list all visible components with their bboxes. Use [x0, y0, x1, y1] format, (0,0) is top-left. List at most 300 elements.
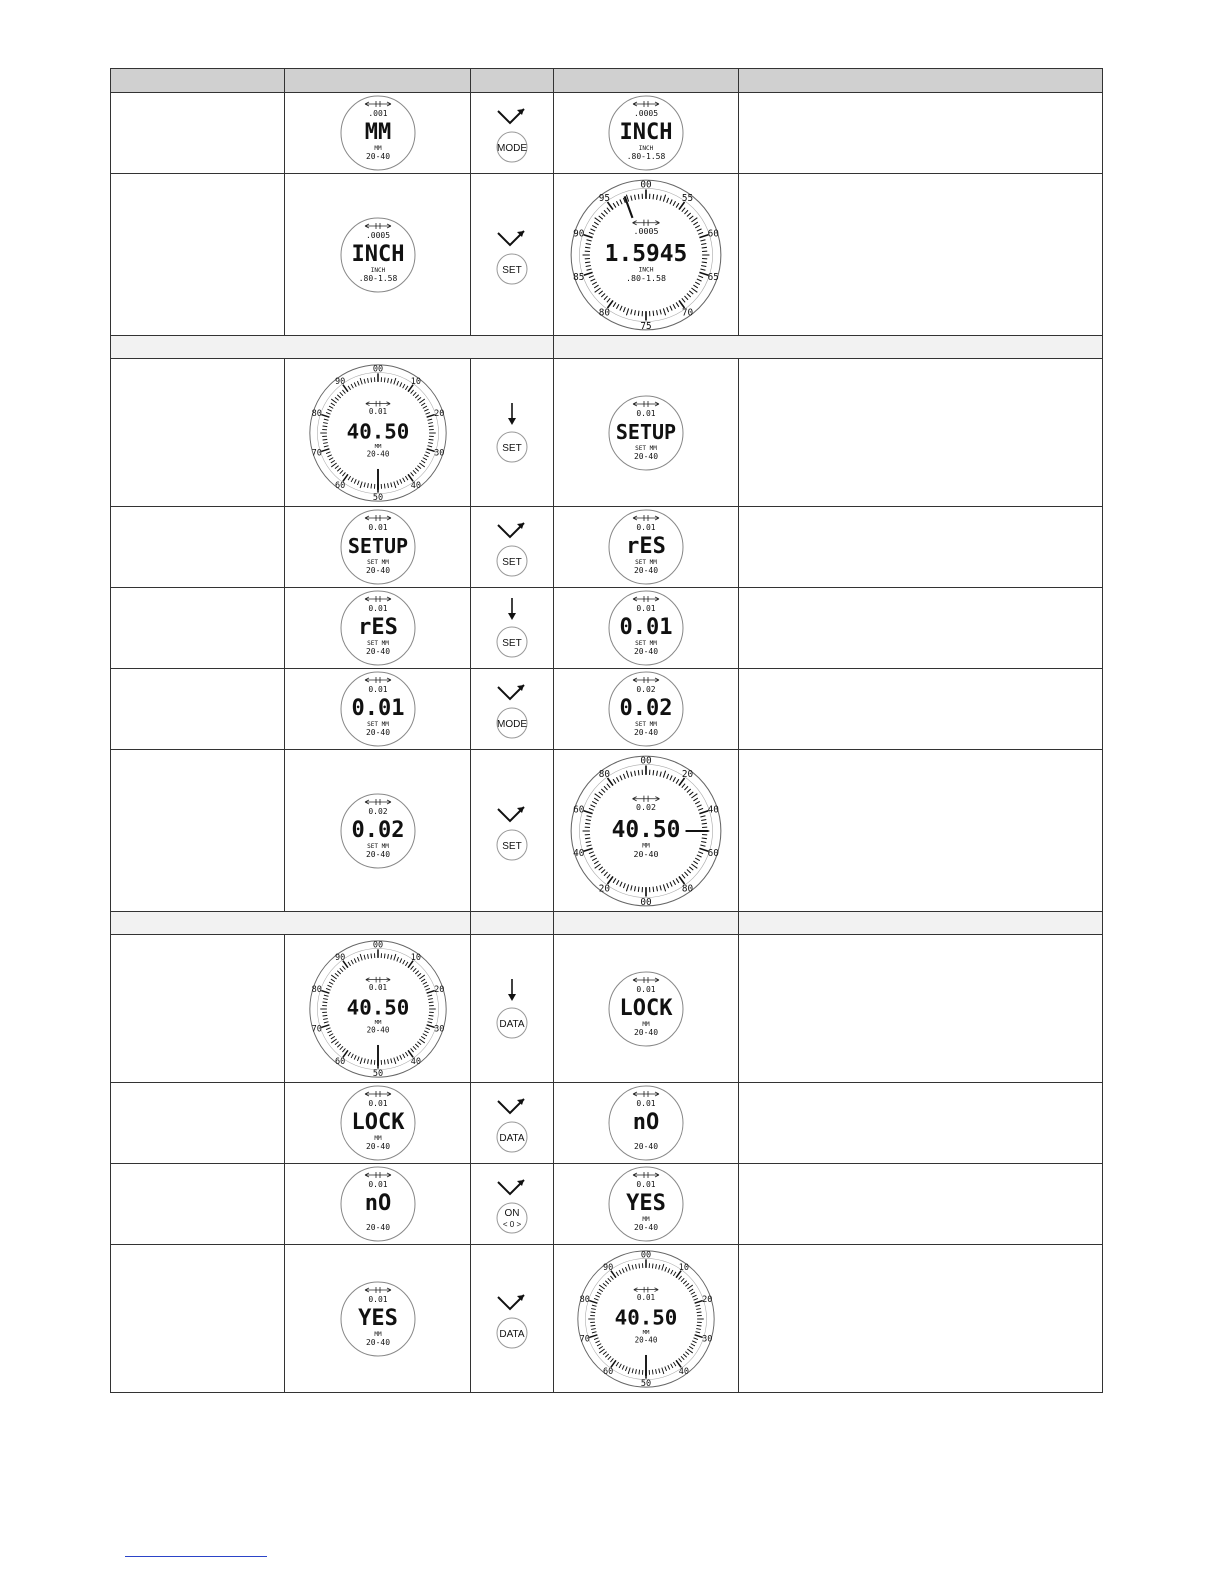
unit-label: MM [642, 1020, 650, 1028]
button-action-cell [471, 588, 554, 669]
resolution-readout: 0.01 [367, 685, 388, 694]
unit-label: MM [642, 842, 650, 850]
unit-label: SET MM [635, 559, 657, 566]
resolution-readout: 0.01 [367, 1294, 388, 1304]
lcd-display [606, 669, 686, 749]
lcd-display [338, 1279, 418, 1359]
lcd-display [606, 1083, 686, 1163]
button-label: SET [502, 840, 522, 852]
button-action-cell [471, 93, 554, 174]
step-row [111, 174, 1103, 336]
dial-tick [428, 1015, 433, 1016]
resolution-readout: 0.01 [636, 408, 656, 418]
step-row [111, 359, 1103, 507]
step-description-cell [111, 174, 285, 336]
dial-number: 50 [372, 1068, 383, 1079]
dial-tick [322, 1001, 327, 1002]
dial-number: 00 [640, 1249, 652, 1260]
resolution-readout: 0.01 [636, 1099, 656, 1108]
dial-tick [428, 1001, 433, 1002]
dial-number: 60 [334, 480, 345, 491]
lcd-display [606, 588, 686, 668]
dial-tick [384, 1059, 385, 1064]
unit-label: MM [373, 145, 382, 152]
lcd-display [606, 393, 686, 473]
section-cell [111, 336, 554, 359]
range-readout: 20-40 [365, 647, 390, 656]
display-before-cell [285, 174, 471, 336]
dial-tick [591, 1325, 596, 1326]
dial-number: 60 [573, 803, 585, 815]
unit-label: INCH [638, 266, 654, 274]
range-readout: 20-40 [365, 1223, 390, 1232]
main-readout: INCH [351, 241, 404, 267]
button-label: SET [502, 264, 522, 276]
dial-tick [322, 439, 327, 440]
range-readout: 20-40 [633, 728, 659, 737]
step-row [111, 507, 1103, 588]
dial-number: 80 [681, 882, 694, 894]
dial-tick [702, 247, 707, 248]
main-readout: INCH [619, 120, 673, 145]
dial-number: 00 [372, 363, 383, 374]
button-press-diagram [490, 1287, 534, 1351]
main-readout: 0.01 [619, 615, 673, 640]
resolution-readout: .001 [367, 109, 388, 118]
dial-tick [697, 1311, 702, 1312]
resolution-readout: 0.01 [367, 1180, 388, 1189]
button-action-cell [471, 507, 554, 588]
unit-label: SET MM [635, 640, 657, 647]
dial-tick [653, 310, 654, 315]
lcd-display [338, 588, 418, 668]
dial-number: 20 [433, 984, 444, 995]
range-readout: 20-40 [633, 566, 659, 575]
display-before-cell [285, 1245, 471, 1393]
step-description-cell [111, 1083, 285, 1164]
dial-tick [638, 770, 639, 775]
range-readout: 20-40 [365, 566, 390, 575]
dial-number: 60 [334, 1056, 345, 1067]
display-before-cell [285, 588, 471, 669]
range-readout: 20-40 [633, 1223, 659, 1232]
resolution-readout: 0.01 [636, 604, 656, 613]
dial-number: 60 [707, 847, 719, 859]
remarks-cell [739, 93, 1103, 174]
arrowhead-icon [508, 418, 516, 425]
step-description-cell [111, 669, 285, 750]
display-before-cell [285, 750, 471, 912]
button-action-cell [471, 1083, 554, 1164]
step-description-cell [111, 935, 285, 1083]
display-after-cell [554, 750, 739, 912]
lcd-display [338, 1083, 418, 1163]
unit-label: SET MM [366, 721, 389, 728]
main-readout: rES [357, 615, 398, 640]
remarks-cell [739, 588, 1103, 669]
resolution-readout: .0005 [365, 230, 390, 240]
unit-label: INCH [370, 266, 385, 274]
range-readout: 20-40 [365, 728, 390, 737]
dial-tick [653, 194, 654, 199]
display-after-cell [554, 669, 739, 750]
section-row [111, 912, 1103, 935]
display-before-cell [285, 669, 471, 750]
dial-number: 70 [681, 306, 694, 318]
dial-tick [585, 823, 590, 824]
header-cell [739, 69, 1103, 93]
range-readout: 20-40 [633, 848, 659, 859]
lcd-display [606, 93, 686, 173]
dial-tick [384, 377, 385, 382]
dial-number: 10 [410, 376, 421, 387]
button-action-cell [471, 1164, 554, 1245]
resolution-readout: 0.01 [367, 1099, 388, 1108]
dial-number: 55 [681, 192, 694, 204]
step-row [111, 935, 1103, 1083]
dial-number: 80 [579, 1294, 590, 1305]
step-row [111, 669, 1103, 750]
main-readout: LOCK [351, 1110, 404, 1135]
dial-number: 30 [433, 448, 444, 459]
dial-display [568, 753, 724, 909]
dial-tick [652, 1369, 653, 1374]
dial-tick [585, 262, 590, 263]
dial-tick [370, 483, 371, 488]
dial-number: 40 [707, 803, 719, 815]
dial-tick [653, 886, 654, 891]
unit-label: SET MM [635, 721, 657, 728]
display-before-cell [285, 935, 471, 1083]
dial-number: 40 [410, 480, 421, 491]
button-press-diagram [490, 101, 534, 165]
dial-number: 80 [311, 984, 322, 995]
button-action-cell [471, 935, 554, 1083]
dial-number: 85 [573, 271, 585, 283]
dial-number: 90 [334, 952, 345, 963]
dial-number: 70 [311, 1024, 322, 1035]
dial-tick [384, 953, 385, 958]
unit-label: SET MM [366, 842, 389, 850]
dial-number: 40 [573, 847, 585, 859]
step-row [111, 588, 1103, 669]
range-readout: 20-40 [365, 152, 390, 161]
lcd-display [338, 507, 418, 587]
dial-number: 40 [678, 1366, 689, 1377]
dial-number: 95 [598, 192, 611, 204]
dial-display [575, 1248, 717, 1390]
range-readout: .80-1.58 [358, 273, 397, 283]
step-description-cell [111, 93, 285, 174]
section-cell [739, 912, 1103, 935]
button-action-cell [471, 669, 554, 750]
dial-number: 20 [681, 768, 694, 780]
range-readout: 20-40 [633, 1142, 659, 1151]
range-readout: 20-40 [634, 1335, 658, 1345]
range-readout: 20-40 [366, 1025, 389, 1035]
lcd-display [606, 969, 686, 1049]
dial-tick [639, 1263, 640, 1268]
step-row [111, 750, 1103, 912]
step-description-cell [111, 750, 285, 912]
resolution-readout: 0.02 [367, 806, 388, 816]
button-press-diagram [490, 596, 534, 660]
range-readout: .80-1.58 [625, 272, 667, 283]
unit-label: SET MM [366, 559, 389, 566]
button-label: DATA [499, 1133, 525, 1144]
table-header-row [111, 69, 1103, 93]
unit-label: MM [642, 1329, 650, 1336]
arrowhead-icon [508, 994, 516, 1001]
resolution-readout: 0.01 [636, 984, 656, 994]
section-cell [471, 912, 554, 935]
range-readout: 20-40 [366, 449, 389, 459]
main-readout: YES [357, 1305, 398, 1331]
button-label: SET [502, 557, 522, 568]
main-readout: SETUP [615, 419, 677, 444]
header-cell [111, 69, 285, 93]
dial-number: 30 [702, 1334, 713, 1345]
remarks-cell [739, 1164, 1103, 1245]
dial-number: 10 [410, 952, 421, 963]
resolution-readout: 0.02 [635, 801, 657, 812]
display-before-cell [285, 359, 471, 507]
main-readout: MM [364, 120, 391, 145]
display-after-cell [554, 1164, 739, 1245]
section-cell [554, 912, 739, 935]
dial-number: 90 [334, 376, 345, 387]
main-readout: 40.50 [346, 995, 409, 1020]
dial-tick [652, 1263, 653, 1268]
remarks-cell [739, 174, 1103, 336]
display-after-cell [554, 1083, 739, 1164]
unit-label: INCH [638, 145, 654, 152]
dial-number: 70 [311, 448, 322, 459]
remarks-cell [739, 359, 1103, 507]
range-readout: 20-40 [365, 1142, 390, 1151]
dial-number: 60 [707, 227, 719, 239]
unit-label: SET MM [635, 444, 657, 452]
button-action-cell [471, 1245, 554, 1393]
step-description-cell [111, 507, 285, 588]
dial-tick [370, 953, 371, 958]
dial-tick [591, 1311, 596, 1312]
button-press-diagram [490, 1172, 534, 1236]
header-cell [471, 69, 554, 93]
display-before-cell [285, 1164, 471, 1245]
main-readout: 40.50 [611, 816, 681, 843]
dial-tick [697, 1325, 702, 1326]
dial-tick [322, 1015, 327, 1016]
button-sublabel: < 0 > [502, 1220, 522, 1229]
lcd-display [338, 93, 418, 173]
main-readout: YES [626, 1191, 666, 1216]
display-after-cell [554, 93, 739, 174]
unit-label: MM [373, 1135, 382, 1142]
step-row [111, 1164, 1103, 1245]
dial-number: 80 [598, 768, 611, 780]
resolution-readout: 0.01 [367, 604, 388, 613]
dial-display [307, 938, 449, 1080]
step-row [111, 1083, 1103, 1164]
lcd-display [606, 507, 686, 587]
dial-tick [585, 247, 590, 248]
remarks-cell [739, 1245, 1103, 1393]
main-readout: 40.50 [346, 419, 409, 444]
button-action-cell [471, 174, 554, 336]
button-action-cell [471, 359, 554, 507]
main-readout: nO [632, 1110, 660, 1135]
display-after-cell [554, 174, 739, 336]
resolution-readout: 0.01 [368, 406, 387, 416]
display-before-cell [285, 507, 471, 588]
unit-label: MM [642, 1216, 650, 1223]
resolution-readout: 0.02 [636, 685, 656, 694]
dial-number: 00 [640, 754, 652, 766]
dial-number: 80 [311, 408, 322, 419]
procedure-table [110, 68, 1103, 1393]
dial-number: 20 [598, 882, 611, 894]
button-label: SET [502, 638, 522, 649]
button-press-diagram [490, 515, 534, 579]
main-readout: rES [626, 534, 666, 559]
button-press-diagram [490, 677, 534, 741]
resolution-readout: 0.01 [367, 523, 388, 532]
dial-number: 30 [433, 1024, 444, 1035]
step-description-cell [111, 359, 285, 507]
dial-tick [702, 823, 707, 824]
button-label: MODE [497, 719, 527, 730]
remarks-cell [739, 669, 1103, 750]
dial-tick [585, 838, 590, 839]
unit-label: MM [374, 1019, 381, 1026]
dial-tick [638, 886, 639, 891]
dial-display [568, 177, 724, 333]
range-readout: 20-40 [633, 647, 659, 656]
dial-tick [702, 262, 707, 263]
button-action-cell [471, 750, 554, 912]
dial-number: 70 [579, 1334, 590, 1345]
range-readout: 20-40 [365, 849, 390, 859]
dial-tick [638, 194, 639, 199]
dial-number: 60 [603, 1366, 614, 1377]
button-press-diagram [490, 223, 534, 287]
remarks-cell [739, 935, 1103, 1083]
button-press-diagram [490, 1091, 534, 1155]
dial-tick [428, 425, 433, 426]
lcd-display [338, 791, 418, 871]
section-cell [554, 336, 1103, 359]
range-readout: 20-40 [633, 451, 659, 461]
dial-tick [428, 439, 433, 440]
lcd-display [606, 1164, 686, 1244]
display-after-cell [554, 1245, 739, 1393]
dial-number: 80 [598, 306, 611, 318]
button-press-diagram [490, 977, 534, 1041]
header-cell [554, 69, 739, 93]
step-description-cell [111, 588, 285, 669]
dial-display [307, 362, 449, 504]
dial-tick [370, 377, 371, 382]
dial-tick [322, 425, 327, 426]
resolution-readout: 0.01 [636, 1292, 656, 1302]
resolution-readout: 0.01 [636, 1180, 656, 1189]
main-readout: 0.01 [351, 696, 404, 721]
resolution-readout: .0005 [633, 109, 659, 118]
lcd-display [338, 1164, 418, 1244]
button-press-diagram [490, 799, 534, 863]
footer-link-underline [125, 1556, 267, 1557]
range-readout: 20-40 [365, 1337, 390, 1347]
main-readout: SETUP [347, 534, 408, 558]
display-after-cell [554, 507, 739, 588]
main-readout: LOCK [619, 995, 673, 1021]
display-after-cell [554, 935, 739, 1083]
remarks-cell [739, 750, 1103, 912]
button-label: DATA [499, 1328, 525, 1340]
resolution-readout: .0005 [633, 225, 659, 236]
remarks-cell [739, 1083, 1103, 1164]
table-body [111, 93, 1103, 1393]
dial-number: 00 [640, 178, 652, 190]
dial-tick [384, 483, 385, 488]
dial-number: 65 [707, 271, 719, 283]
range-readout: 20-40 [633, 1027, 659, 1037]
remarks-cell [739, 507, 1103, 588]
arrowhead-icon [508, 613, 516, 620]
button-press-diagram [490, 401, 534, 465]
step-description-cell [111, 1164, 285, 1245]
unit-label: MM [373, 1330, 382, 1338]
dial-tick [639, 1369, 640, 1374]
display-before-cell [285, 93, 471, 174]
dial-tick [702, 838, 707, 839]
section-cell [111, 912, 471, 935]
unit-label: MM [374, 443, 381, 450]
dial-tick [638, 310, 639, 315]
main-readout: 1.5945 [604, 240, 688, 267]
dial-tick [653, 770, 654, 775]
unit-label: SET MM [366, 640, 389, 647]
dial-number: 00 [372, 939, 383, 950]
resolution-readout: 0.01 [636, 523, 656, 532]
main-readout: 0.02 [351, 817, 404, 843]
button-label: ON [504, 1208, 520, 1219]
dial-number: 90 [573, 227, 585, 239]
dial-number: 10 [678, 1262, 689, 1273]
step-description-cell [111, 1245, 285, 1393]
range-readout: .80-1.58 [626, 152, 666, 161]
display-after-cell [554, 359, 739, 507]
main-readout: 0.02 [619, 696, 673, 721]
lcd-display [338, 215, 418, 295]
dial-number: 50 [640, 1378, 652, 1389]
dial-tick [370, 1059, 371, 1064]
display-before-cell [285, 1083, 471, 1164]
section-row [111, 336, 1103, 359]
step-row [111, 93, 1103, 174]
header-cell [285, 69, 471, 93]
button-label: MODE [497, 143, 527, 154]
step-row [111, 1245, 1103, 1393]
resolution-readout: 0.01 [368, 982, 387, 992]
dial-number: 00 [640, 896, 652, 908]
dial-number: 20 [702, 1294, 713, 1305]
lcd-display [338, 669, 418, 749]
dial-number: 50 [372, 492, 383, 503]
main-readout: nO [364, 1191, 391, 1216]
display-after-cell [554, 588, 739, 669]
